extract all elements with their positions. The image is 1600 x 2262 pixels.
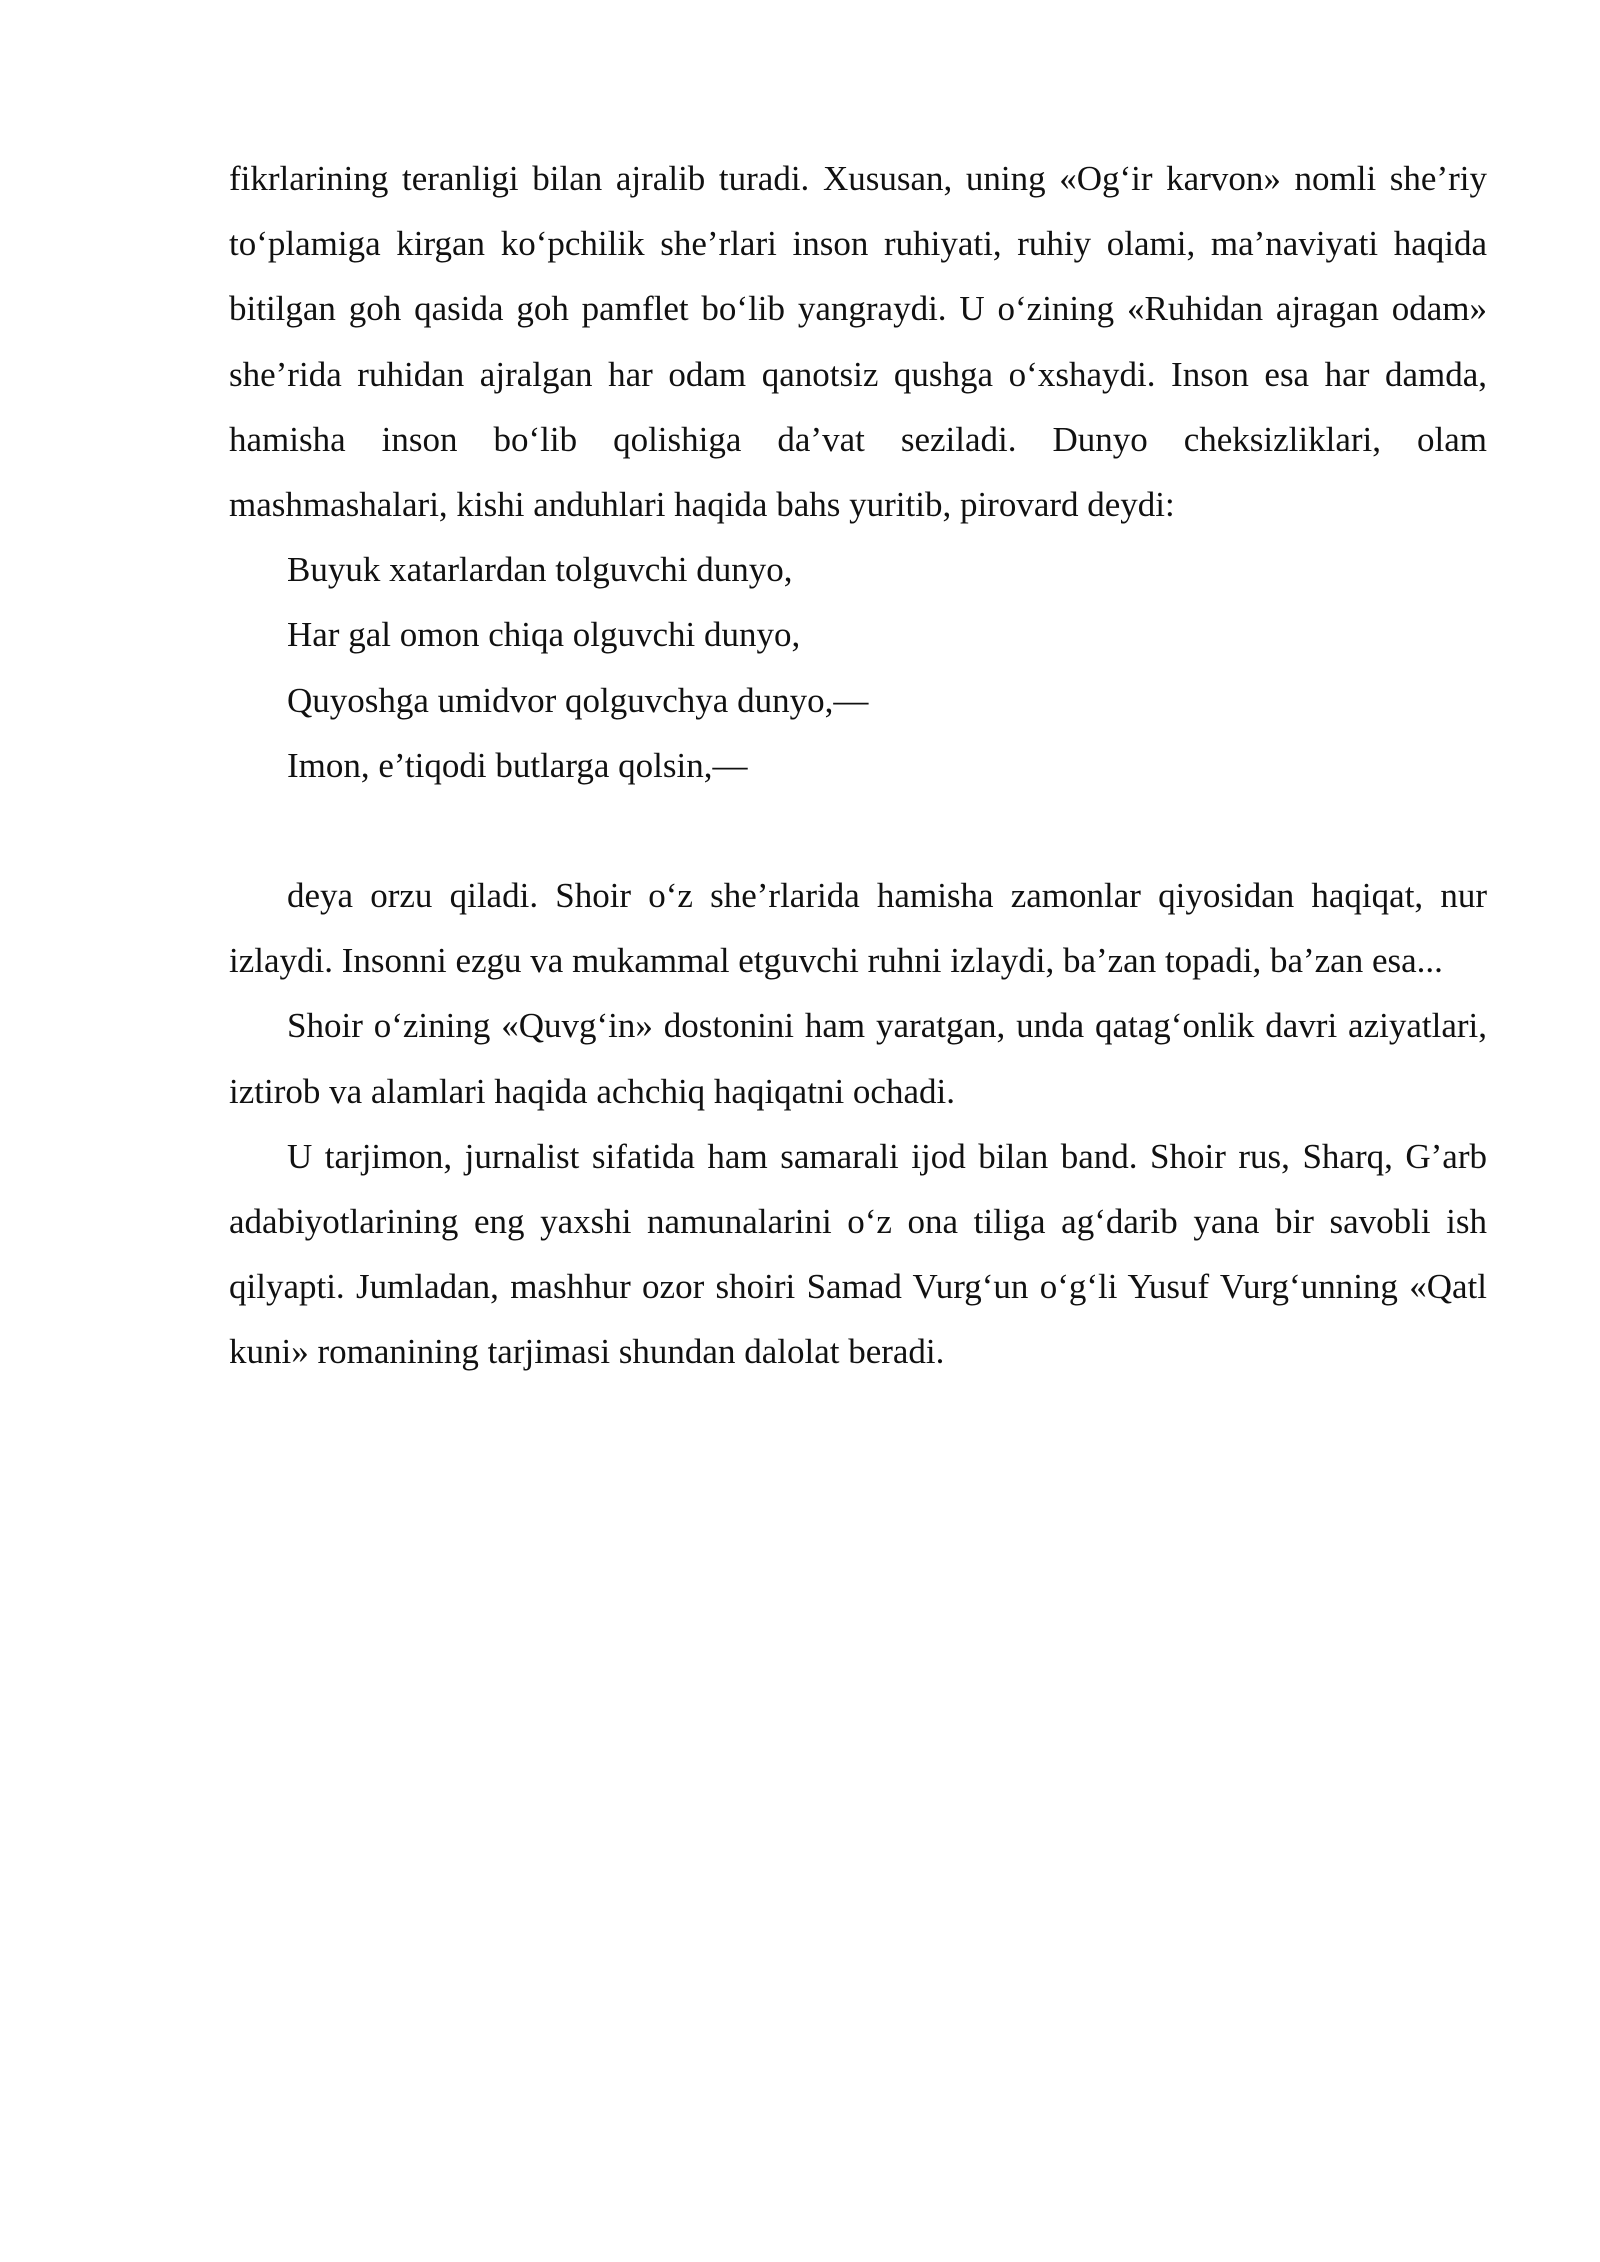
poem-line-3: Quyoshga umidvor qolguvchya dunyo,—: [287, 680, 869, 720]
paragraph-3: Shoir o‘zining «Quvg‘in» dostonini ham yaratgan, unda qatag‘onlik davri aziyatlari, iztirob va alamlari haqida achchiq haqiqatni ochadi.: [229, 1006, 1487, 1111]
body-text: [229, 146, 1487, 1385]
paragraph-1: fikrlarining teranligi bilan ajralib turadi. Xususan, uning «Og‘ir karvon» nomli she’riy to‘plamiga kirgan ko‘pchilik she’rlari inson ruhiyati, ruhiy olami, ma’naviyati haqida bitilgan goh qasida goh pamflet bo‘lib yangraydi. U o‘zining «Ruhidan ajragan odam» she’rida ruhidan ajralgan har odam qanotsiz qushga o‘xshaydi. Inson esa har damda, hamisha inson bo‘lib qolishiga da’vat seziladi. Dunyo cheksizliklari, olam mashmashalari, kishi anduhlari haqida bahs yuritib, pirovard deydi:: [229, 159, 1487, 525]
poem-quote: [229, 537, 1487, 798]
paragraph-4: U tarjimon, jurnalist sifatida ham samarali ijod bilan band. Shoir rus, Sharq, G’arb adabiyotlarining eng yaxshi namunalarini o‘z ona tiliga ag‘darib yana bir savobli ish qilyapti. Jumladan, mashhur ozor shoiri Samad Vurg‘un o‘g‘li Yusuf Vurg‘unning «Qatl kuni» romanining tarjimasi shundan dalolat beradi.: [229, 1136, 1487, 1372]
poem-line-2: Har gal omon chiqa olguvchi dunyo,: [287, 615, 801, 655]
poem-line-1: Buyuk xatarlardan tolguvchi dunyo,: [287, 550, 793, 590]
blank-line: [229, 798, 1487, 863]
poem-line-4: Imon, e’tiqodi butlarga qolsin,—: [287, 745, 748, 785]
paragraph-2: deya orzu qiladi. Shoir o‘z she’rlarida hamisha zamonlar qiyosidan haqiqat, nur izlaydi. Insonni ezgu va mukammal etguvchi ruhni izlaydi, ba’zan topadi, ba’zan esa...: [229, 876, 1487, 981]
